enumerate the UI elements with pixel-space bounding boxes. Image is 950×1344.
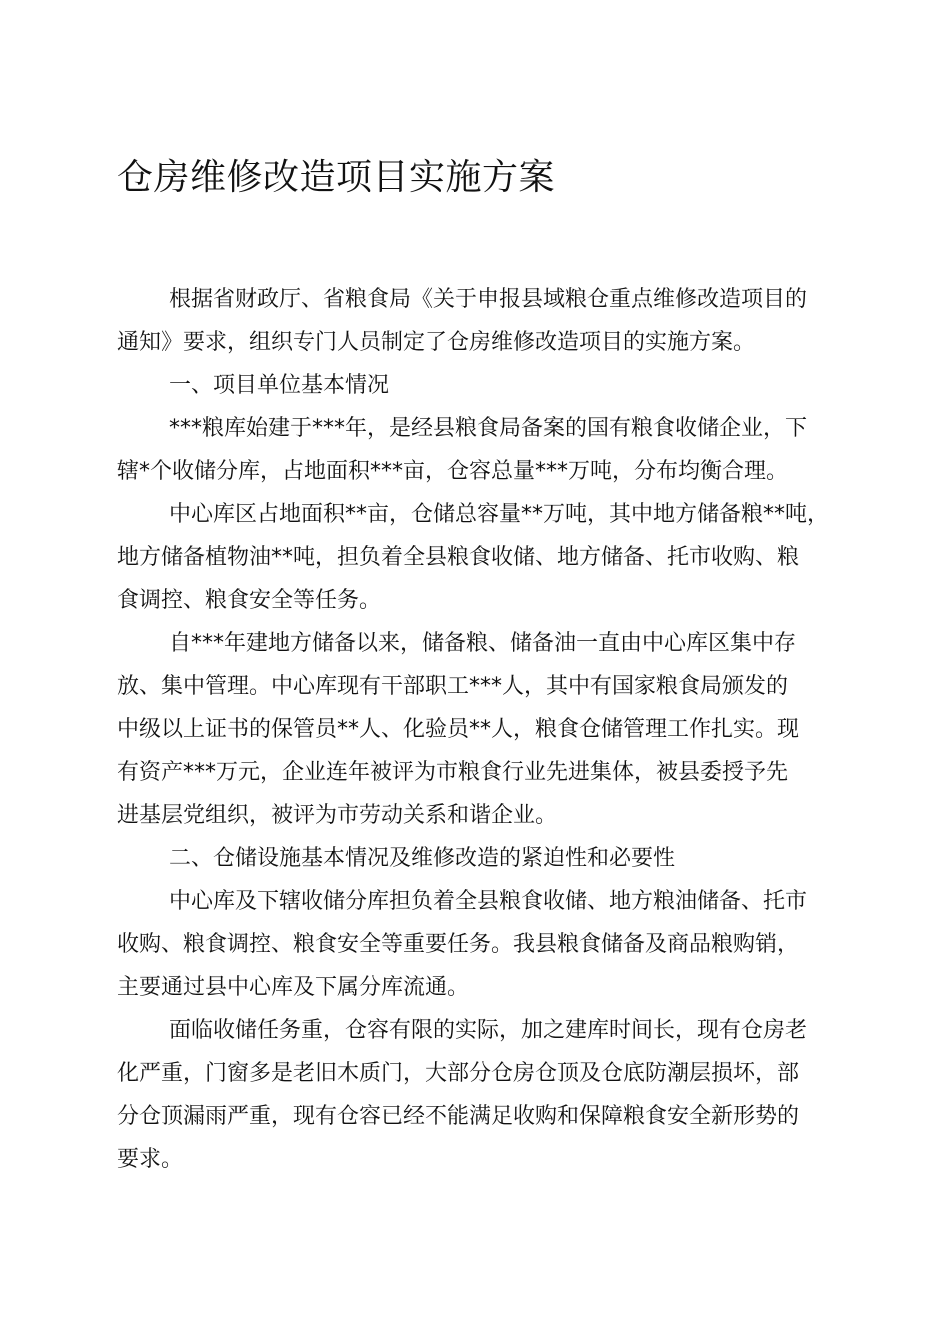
paragraph-line: 面临收储任务重，仓容有限的实际，加之建库时间长，现有仓房老 (169, 1018, 808, 1043)
paragraph-line: 地方储备植物油**吨，担负着全县粮食收储、地方储备、托市收购、粮 (117, 545, 800, 570)
paragraph-line: 食调控、粮食安全等任务。 (117, 588, 382, 613)
document-title: 仓房维修改造项目实施方案 (117, 157, 556, 198)
paragraph-line: 根据省财政厅、省粮食局《关于申报县域粮仓重点维修改造项目的 (169, 287, 808, 312)
section-heading: 二、仓储设施基本情况及维修改造的紧迫性和必要性 (169, 846, 676, 871)
document-body (117, 278, 857, 1181)
paragraph-line: 自***年建地方储备以来，储备粮、储备油一直由中心库区集中存 (169, 631, 797, 656)
paragraph-line: 分仓顶漏雨严重，现有仓容已经不能满足收购和保障粮食安全新形势的 (117, 1104, 800, 1129)
paragraph-line: 放、集中管理。中心库现有干部职工***人，其中有国家粮食局颁发的 (117, 674, 789, 699)
paragraph-line: 要求。 (117, 1147, 184, 1172)
section-heading: 一、项目单位基本情况 (169, 373, 390, 398)
paragraph-line: 中心库及下辖收储分库担负着全县粮食收储、地方粮油储备、托市 (169, 889, 808, 914)
paragraph-line: 通知》要求，组织专门人员制定了仓房维修改造项目的实施方案。 (117, 330, 756, 355)
paragraph-line: 进基层党组织，被评为市劳动关系和谐企业。 (117, 803, 558, 828)
paragraph-line: 中心库区占地面积**亩，仓储总容量**万吨，其中地方储备粮**吨， (169, 502, 830, 527)
paragraph-line: 中级以上证书的保管员**人、化验员**人，粮食仓储管理工作扎实。现 (117, 717, 800, 742)
paragraph-line: 有资产***万元，企业连年被评为市粮食行业先进集体，被县委授予先 (117, 760, 789, 785)
paragraph-line: 辖*个收储分库，占地面积***亩，仓容总量***万吨，分布均衡合理。 (117, 459, 789, 484)
paragraph-line: 化严重，门窗多是老旧木质门，大部分仓房仓顶及仓底防潮层损坏，部 (117, 1061, 800, 1086)
paragraph-line: 主要通过县中心库及下属分库流通。 (117, 975, 470, 1000)
paragraph-line: 收购、粮食调控、粮食安全等重要任务。我县粮食储备及商品粮购销， (117, 932, 800, 957)
paragraph-line: ***粮库始建于***年，是经县粮食局备案的国有粮食收储企业，下 (169, 416, 808, 441)
